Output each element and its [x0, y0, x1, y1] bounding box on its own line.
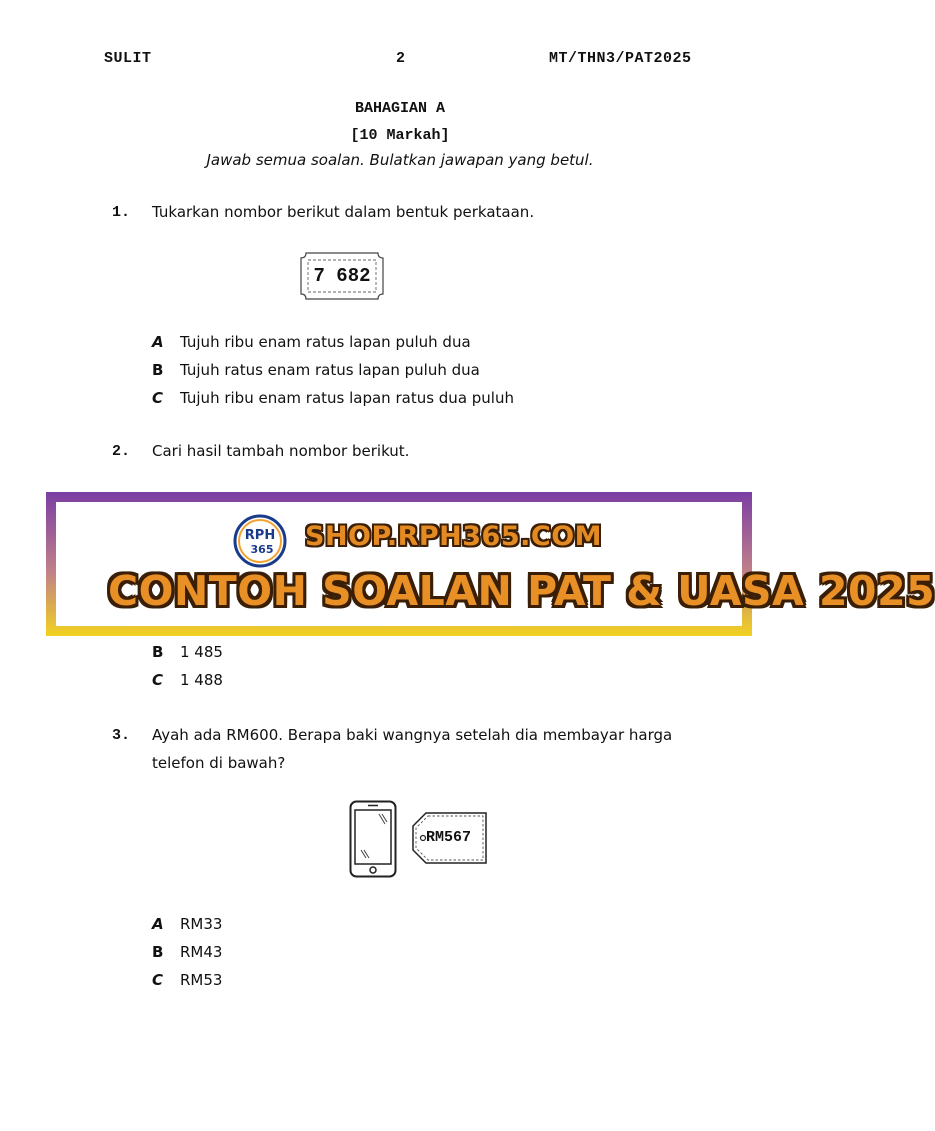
- option-text: Tujuh ratus enam ratus lapan puluh dua: [180, 361, 480, 379]
- section-marks: [10 Markah]: [350, 127, 450, 144]
- option-letter: A: [152, 333, 164, 351]
- option-letter: C: [152, 971, 164, 989]
- svg-text:365: 365: [250, 543, 274, 556]
- option-letter: B: [152, 361, 164, 379]
- smartphone-icon: [349, 800, 397, 878]
- header-left-label: SULIT: [104, 50, 152, 67]
- paper-code: MT/THN3/PAT2025: [549, 50, 692, 67]
- option-letter: B: [152, 943, 164, 961]
- svg-text:RPH: RPH: [244, 528, 276, 543]
- question-3-option-a[interactable]: [152, 915, 222, 937]
- question-3-text-line2: telefon di bawah?: [152, 754, 286, 772]
- banner-url: SHOP.RPH365.COM: [305, 521, 603, 552]
- option-text: 1 488: [180, 671, 223, 689]
- option-text: 1 485: [180, 643, 223, 661]
- option-text: RM33: [180, 915, 223, 933]
- option-text: RM43: [180, 943, 223, 961]
- section-title: BAHAGIAN A: [354, 100, 445, 117]
- section-instruction: Jawab semua soalan. Bulatkan jawapan yang betul.: [206, 151, 594, 169]
- question-1-number: 1.: [112, 204, 131, 221]
- question-2-option-c[interactable]: [152, 671, 223, 693]
- question-3-option-c[interactable]: [152, 971, 222, 993]
- question-1-option-c[interactable]: [152, 389, 514, 411]
- question-3-text-line1: Ayah ada RM600. Berapa baki wangnya setelah dia membayar harga: [152, 726, 673, 744]
- question-2-option-b[interactable]: [152, 643, 223, 665]
- question-2-number: 2.: [112, 443, 131, 460]
- question-2-text: Cari hasil tambah nombor berikut.: [152, 442, 410, 460]
- question-1-option-a[interactable]: [152, 333, 471, 355]
- option-letter: C: [152, 389, 164, 407]
- option-letter: A: [152, 915, 164, 933]
- question-1-text: Tukarkan nombor berikut dalam bentuk perkataan.: [152, 203, 535, 221]
- question-1-option-b[interactable]: [152, 361, 480, 383]
- option-letter: B: [152, 643, 164, 661]
- option-text: Tujuh ribu enam ratus lapan puluh dua: [180, 333, 471, 351]
- option-text: Tujuh ribu enam ratus lapan ratus dua puluh: [180, 389, 514, 407]
- page-number: 2: [396, 50, 406, 67]
- question-1-number-figure: 7 682: [313, 265, 371, 287]
- question-3-option-b[interactable]: [152, 943, 222, 965]
- rph365-logo-icon: [232, 513, 288, 569]
- option-letter: C: [152, 671, 164, 689]
- option-text: RM53: [180, 971, 223, 989]
- banner-headline: CONTOH SOALAN PAT & UASA 2025: [108, 567, 935, 615]
- question-3-number: 3.: [112, 727, 131, 744]
- price-tag-value: RM567: [426, 829, 472, 846]
